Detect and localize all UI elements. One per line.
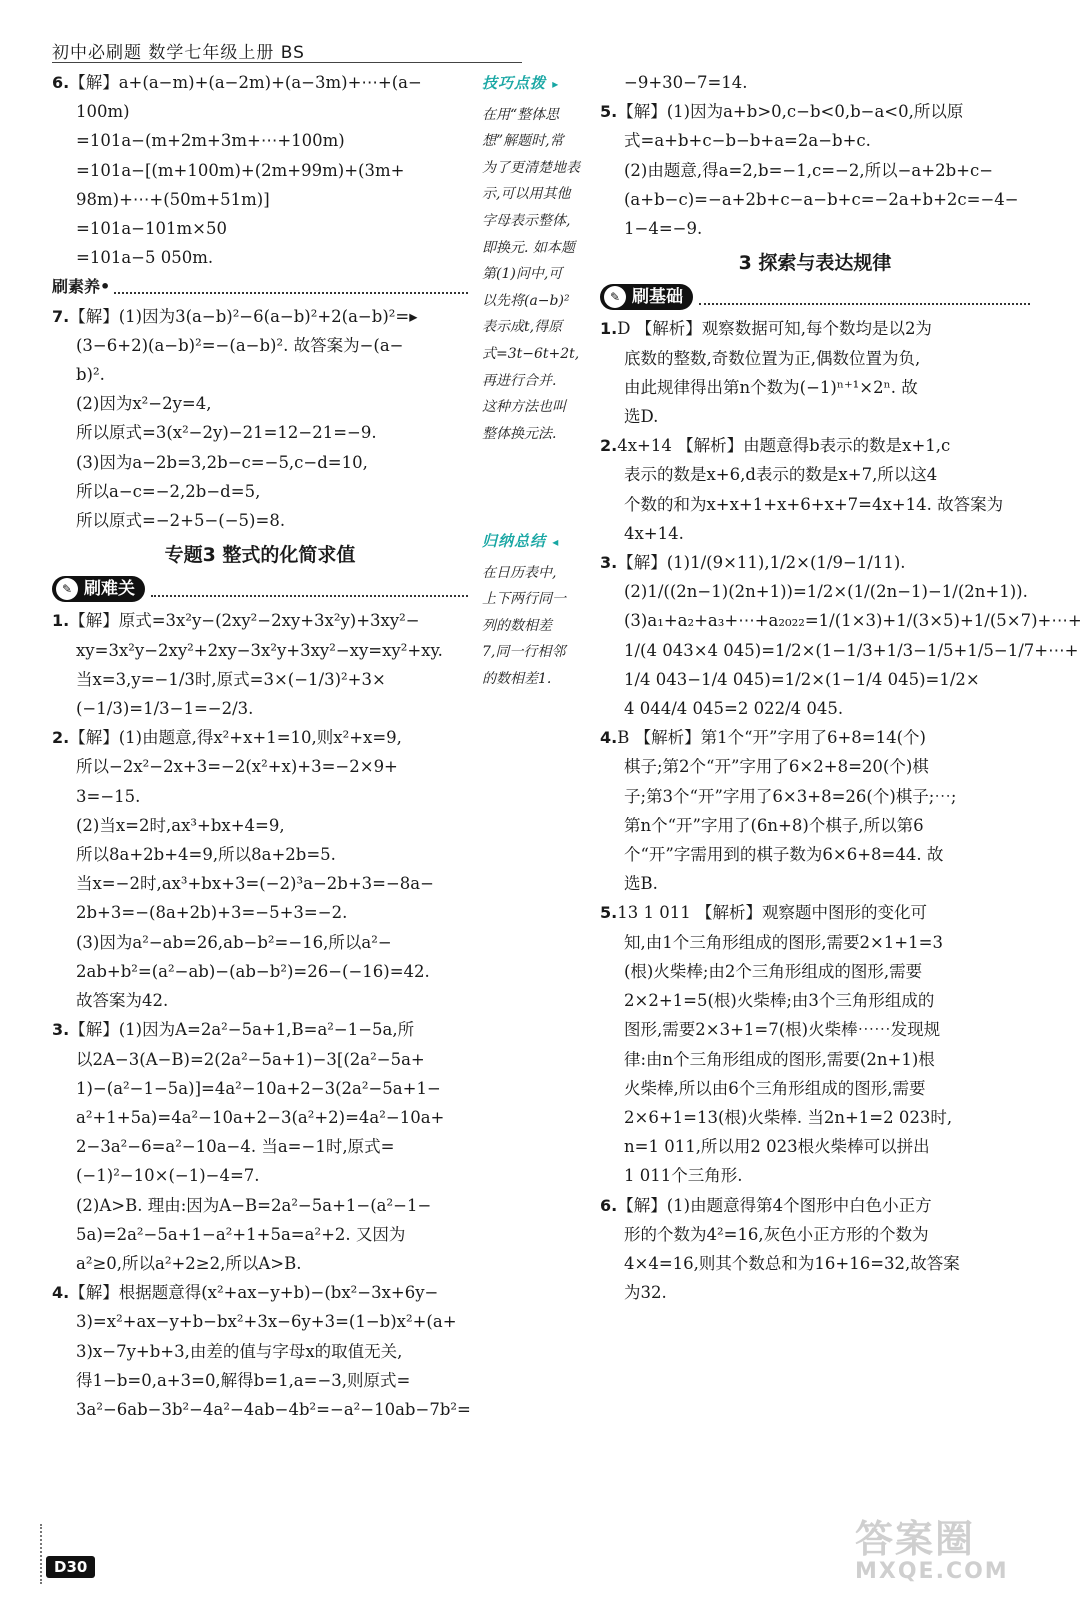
line-text: 4 044/4 045=2 022/4 045. [624,699,844,719]
dotted-rule [151,581,468,597]
text-line [52,389,468,418]
side-note-line: 式=3t−6t+2t, [482,345,580,362]
text-line [600,665,1030,694]
text-line [600,402,1030,431]
item-number: 3. [52,1020,70,1040]
text-line [52,1045,468,1074]
text-line [52,665,468,694]
line-text: 律:由n个三角形组成的图形,需要(2n+1)根 [624,1049,935,1069]
brush-icon: ✎ [56,578,78,600]
line-text: 3=−15. [76,786,141,806]
text-line [52,606,468,635]
side-note-tip [482,70,590,447]
dotted-rule [114,280,468,294]
line-text: D 【解析】观察数据可知,每个数均是以2为 [617,319,932,339]
text-line [52,869,468,898]
item-number: 3. [600,553,618,573]
line-text: 1−4=−9. [624,219,703,239]
text-line [600,606,1082,635]
line-text: (3)因为a−2b=3,2b−c=−5,c−d=10, [76,452,368,472]
side-note-line: 表示成t,得原 [482,319,563,336]
running-header: 初中必刷题 数学七年级上册 BS [52,43,305,63]
line-text: a²+1+5a)=4a²−10a+2−3(a²+2)=4a²−10a+ [76,1107,445,1127]
line-text: =101a−5 050m. [76,248,214,268]
side-note-line: 上下两行同一 [482,591,566,608]
text-line [52,1307,468,1336]
line-text: =101a−[(m+100m)+(2m+99m)+(3m+ [76,160,405,180]
subsection-heading [52,272,468,301]
text-line [600,97,1030,126]
line-text: =101a−101m×50 [76,219,227,239]
text-line [52,1191,468,1220]
text-line [600,723,1030,752]
section-badge [600,284,1030,310]
footer [46,1556,95,1578]
side-note-line: 整体换元法. [482,425,557,442]
line-text: 13 1 011 【解析】观察题中图形的变化可 [617,903,927,923]
line-text: 子;第3个“开”字用了6×3+8=26(个)棋子;⋯; [624,786,957,806]
text-line [52,68,468,97]
line-text: 以2A−3(A−B)=2(2a²−5a+1)−3[(2a²−5a+ [76,1049,425,1069]
item-number: 1. [52,611,70,631]
text-line [600,548,1030,577]
text-line [600,1278,1030,1307]
line-text: (−1/3)=1/3−1=−2/3. [76,699,254,719]
side-note-line: 在用“整体思 [482,106,560,123]
side-note-line: 以先将(a−b)² [482,292,570,309]
line-text: 图形,需要2×3+1=7(根)火柴棒⋯⋯发现规 [624,1020,941,1040]
line-text: 选D. [624,407,659,427]
line-text: 2×2+1=5(根)火柴棒;由3个三角形组成的 [624,991,935,1011]
line-text: 【解】(1)因为A=2a²−5a+1,B=a²−1−5a,所 [69,1020,415,1040]
badge-label: ✎ 刷基础 [600,284,693,310]
item-number: 5. [600,903,618,923]
text-line [600,68,1030,97]
line-text: 1/4 043−1/4 045)=1/2×(1−1/4 045)=1/2× [624,669,980,689]
text-line [600,490,1030,519]
text-line [52,243,468,272]
text-line [600,185,1030,214]
text-line [52,752,468,781]
text-line [600,314,1030,343]
line-text: 棋子;第2个“开”字用了6×2+8=20(个)棋 [624,757,929,777]
item-number: 5. [600,102,618,122]
text-line [600,344,1030,373]
text-line [52,360,468,389]
text-line [600,1074,1030,1103]
text-line [52,448,468,477]
text-line [52,477,468,506]
side-note-line: 的数相差1. [482,670,552,687]
left-column [52,68,471,1424]
text-line [52,928,468,957]
text-line [52,723,468,752]
line-text: 知,由1个三角形组成的图形,需要2×1+1=3 [624,932,943,952]
line-text: (3)a₁+a₂+a₃+⋯+a₂₀₂₂=1/(1×3)+1/(3×5)+1/(5×7)+⋯+ [624,611,1082,631]
line-text: 形的个数为4²=16,灰色小正方形的个数为 [624,1224,929,1244]
text-line [600,957,1030,986]
section-title: 3 探索与表达规律 [738,252,892,275]
line-text: 2ab+b²=(a²−ab)−(ab−b²)=26−(−16)=42. [76,961,430,981]
text-line [600,1161,1030,1190]
text-line [600,1015,1030,1044]
text-line [600,694,1030,723]
header-rule [52,62,522,63]
line-text: 故答案为42. [76,991,169,1011]
line-text: 式=a+b+c−b−b+a=2a−b+c. [624,131,871,151]
side-note-line: 在日历表中, [482,564,557,581]
text-line [52,782,468,811]
line-text: 4×4=16,则其个数总和为16+16=32,故答案 [624,1253,960,1273]
line-text: 4x+14. [624,523,684,543]
line-text: (3)因为a²−ab=26,ab−b²=−16,所以a²− [76,932,392,952]
text-line [600,519,1030,548]
line-text: 1 011个三角形. [624,1166,743,1186]
line-text: (−1)²−10×(−1)−4=7. [76,1166,260,1186]
text-line [52,986,468,1015]
item-number: 2. [600,436,618,456]
line-text: (2)1/((2n−1)(2n+1))=1/2×(1/(2n−1)−1/(2n+1)). [624,582,1028,602]
text-line [600,373,1030,402]
text-line [52,506,468,535]
side-note-line: 7,同一行相邻 [482,644,566,661]
text-line [600,840,1030,869]
text-line [52,302,468,331]
text-line [600,156,1030,185]
line-text: (2)因为x²−2y=4, [76,394,212,414]
line-text: 3)x−7y+b+3,由差的值与字母x的取值无关, [76,1341,403,1361]
text-line [600,126,1030,155]
text-line [52,957,468,986]
side-note-line: 想”解题时,常 [482,133,564,150]
line-text: (a+b−c)=−a+2b+c−a−b+c=−2a+b+2c=−4− [624,189,1019,209]
line-text: 所以a−c=−2,2b−d=5, [76,481,261,501]
section-title: 专题3 整式的化简求值 [164,544,356,567]
right-column [600,68,1082,1307]
item-number: 2. [52,728,70,748]
text-line [52,840,468,869]
line-text: 所以原式=−2+5−(−5)=8. [76,511,286,531]
side-note-summary-heading: 归纳总结 ◂ [482,532,560,550]
text-line [52,97,468,126]
text-line [52,1278,468,1307]
item-number: 4. [52,1283,70,1303]
section-badge [52,576,468,602]
side-note-line: 即换元. 如本题 [482,239,575,256]
line-text: (2)由题意,得a=2,b=−1,c=−2,所以−a+2b+c− [624,160,994,180]
text-line [52,1395,471,1424]
side-note-line: 示,可以用其他 [482,186,571,203]
item-number: 6. [52,73,70,92]
text-line [52,1366,468,1395]
line-text: 【解】a+(a−m)+(a−2m)+(a−3m)+⋯+(a− [69,73,422,92]
line-text: 【解】(1)因为a+b>0,c−b<0,b−a<0,所以原 [617,102,964,122]
line-text: 5a)=2a²−5a+1−a²+1+5a=a²+2. 又因为 [76,1224,406,1244]
text-line [52,214,468,243]
text-line [600,811,1030,840]
line-text: 得1−b=0,a+3=0,解得b=1,a=−3,则原式= [76,1370,411,1390]
dotted-rule [699,289,1030,305]
line-text: 1)−(a²−1−5a)]=4a²−10a+2−3(2a²−5a+1− [76,1078,441,1098]
line-text: 【解】原式=3x²y−(2xy²−2xy+3x²y)+3xy²− [69,611,420,631]
page-number: D30 [46,1556,95,1578]
item-number: 7. [52,306,70,326]
item-number: 1. [600,319,618,339]
line-text: =101a−(m+2m+3m+⋯+100m) [76,131,345,151]
text-line [52,185,468,214]
text-line [52,1103,468,1132]
text-line [52,811,468,840]
margin-dots [40,1524,42,1584]
text-line [52,126,468,155]
line-text: 98m)+⋯+(50m+51m)] [76,189,270,209]
line-text: (3−6+2)(a−b)²=−(a−b)². 故答案为−(a− [76,335,404,355]
line-text: 表示的数是x+6,d表示的数是x+7,所以这4 [624,465,938,485]
watermark-logo [855,1508,1040,1590]
line-text: 为32. [624,1283,667,1303]
line-text: a²≥0,所以a²+2≥2,所以A>B. [76,1253,302,1273]
text-line [600,636,1079,665]
line-text: xy=3x²y−2xy²+2xy−3x²y+3xy²−xy=xy²+xy. [76,640,443,660]
line-text: n=1 011,所以用2 023根火柴棒可以拼出 [624,1137,930,1157]
text-line [52,1249,468,1278]
line-text: 1/(4 043×4 045)=1/2×(1−1/3+1/3−1/5+1/5−1/7+⋯+ [624,640,1079,660]
text-line [600,898,1030,927]
line-text: 2−3a²−6=a²−10a−4. 当a=−1时,原式= [76,1137,395,1157]
line-text: 【解】根据题意得(x²+ax−y+b)−(bx²−3x+6y− [69,1283,439,1303]
text-line [600,752,1030,781]
item-number: 4. [600,728,618,748]
line-text: b)². [76,365,105,385]
text-line [52,1161,468,1190]
line-text: 【解】(1)1/(9×11),1/2×(1/9−1/11). [617,553,906,573]
line-text: 选B. [624,874,658,894]
text-line [600,1132,1030,1161]
side-note-line: 为了更清楚地表 [482,159,580,176]
text-line [52,694,468,723]
line-text: 火柴棒,所以由6个三角形组成的图形,需要 [624,1078,926,1098]
text-line [600,928,1030,957]
line-text: (根)火柴棒;由2个三角形组成的图形,需要 [624,961,923,981]
text-line [600,1103,1030,1132]
text-line [52,636,468,665]
line-text: 100m) [76,102,130,122]
text-line [52,1220,468,1249]
line-text: (2)A>B. 理由:因为A−B=2a²−5a+1−(a²−1− [76,1195,432,1215]
text-line [600,1045,1030,1074]
badge-label: ✎ 刷难关 [52,576,145,602]
line-text: 所以8a+2b+4=9,所以8a+2b=5. [76,845,336,865]
line-text: 所以−2x²−2x+3=−2(x²+x)+3=−2×9+ [76,757,398,777]
line-text: 所以原式=3(x²−2y)−21=12−21=−9. [76,423,377,443]
text-line [600,869,1030,898]
text-line [600,577,1030,606]
side-note-line: 字母表示整体, [482,212,571,229]
text-line [52,898,468,927]
text-line [52,1337,468,1366]
line-text: B 【解析】第1个“开”字用了6+8=14(个) [617,728,926,748]
text-line [600,782,1030,811]
line-text: 4x+14 【解析】由题意得b表示的数是x+1,c [617,436,951,456]
text-line [600,986,1030,1015]
line-text: 【解】(1)由题意,得x²+x+1=10,则x²+x=9, [69,728,402,748]
text-line [600,460,1030,489]
item-number: 6. [600,1195,618,1215]
text-line [52,331,468,360]
text-line [600,431,1030,460]
line-text: 个数的和为x+x+1+x+6+x+7=4x+14. 故答案为 [624,494,1004,514]
line-text: 【解】(1)因为3(a−b)²−6(a−b)²+2(a−b)²=▸ [69,306,418,326]
text-line [600,214,1030,243]
line-text: 当x=3,y=−1/3时,原式=3×(−1/3)²+3× [76,669,386,689]
side-note-tip-heading: 技巧点拨 ▸ [482,74,560,92]
side-note-line: 再进行合并. [482,372,557,389]
side-note-summary [482,528,590,693]
watermark-text: 答案圈 [855,1517,976,1561]
text-line [52,1132,468,1161]
text-line [52,1074,468,1103]
line-text: 第n个“开”字用了(6n+8)个棋子,所以第6 [624,815,924,835]
text-line [52,1015,468,1044]
side-note-line: 第(1)问中,可 [482,266,563,283]
line-text: 3a²−6ab−3b²−4a²−4ab−4b²=−a²−10ab−7b²= [76,1399,471,1419]
subsection-label: 刷素养• [52,277,111,297]
line-text: 2×6+1=13(根)火柴棒. 当2n+1=2 023时, [624,1107,953,1127]
line-text: 当x=−2时,ax³+bx+3=(−2)³a−2b+3=−8a− [76,874,434,894]
line-text: 3)=x²+ax−y+b−bx²+3x−6y+3=(1−b)x²+(a+ [76,1312,457,1332]
line-text: −9+30−7=14. [624,73,748,92]
line-text: 由此规律得出第n个数为(−1)ⁿ⁺¹×2ⁿ. 故 [624,377,918,397]
line-text: 【解】(1)由题意得第4个图形中白色小正方 [617,1195,932,1215]
side-note-line: 列的数相差 [482,617,552,634]
line-text: 底数的整数,奇数位置为正,偶数位置为负, [624,348,921,368]
brush-icon: ✎ [604,286,626,308]
text-line [52,156,468,185]
line-text: 2b+3=−(8a+2b)+3=−5+3=−2. [76,903,348,923]
text-line [600,1191,1030,1220]
line-text: (2)当x=2时,ax³+bx+4=9, [76,815,285,835]
text-line [600,1249,1030,1278]
line-text: 个“开”字需用到的棋子数为6×6+8=44. 故 [624,845,944,865]
side-note-line: 这种方法也叫 [482,399,566,416]
text-line [52,418,468,447]
watermark-url: MXQE.COM [855,1559,1009,1584]
text-line [600,1220,1030,1249]
